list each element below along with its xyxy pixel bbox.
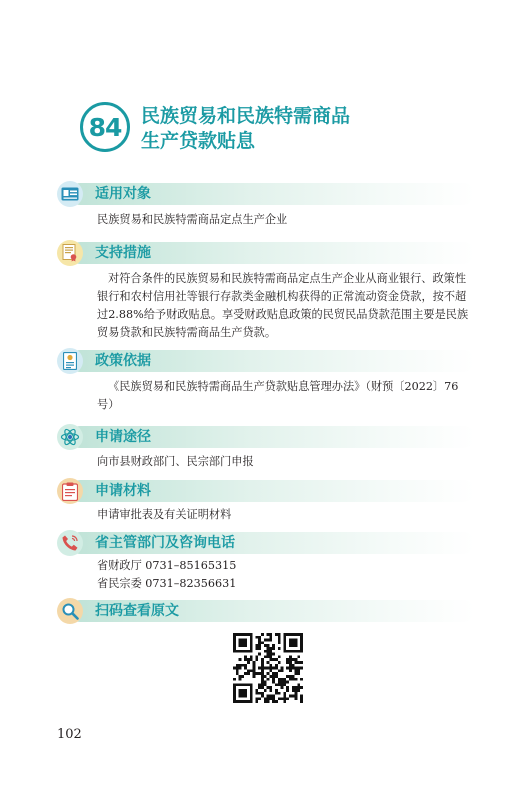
section-header-materials	[57, 478, 475, 504]
contact-ethnic-affairs: 省民宗委 0731–82356631	[97, 577, 237, 590]
section-text: 对符合条件的民族贸易和民族特需商品定点生产企业从商业银行、政策性银行和农村信用社等银行存款类金融机构获得的正常流动资金贷款，按不超过2.88%给予财政贴息。享受财政贴息政策的民贸民品贷款范围主要是民族贸易贷款和民族特需商品生产贷款。	[97, 272, 469, 339]
title-line-2: 生产贷款贴息	[141, 130, 256, 152]
section-title: 省主管部门及咨询电话	[95, 535, 235, 551]
qr-code[interactable]	[233, 633, 303, 703]
section-text: 民族贸易和民族特需商品定点生产企业	[97, 213, 288, 226]
chapter-number-badge: 84	[80, 102, 130, 152]
section-header-channel	[57, 424, 475, 450]
clipboard-icon	[57, 478, 83, 504]
page-title	[141, 104, 350, 154]
certificate-icon	[57, 240, 83, 266]
section-body-materials	[97, 506, 475, 524]
page-number: 102	[57, 727, 82, 742]
section-body-channel	[97, 453, 475, 471]
section-title: 申请材料	[95, 483, 151, 499]
section-header-scan	[57, 598, 475, 624]
section-text: 申请审批表及有关证明材料	[97, 508, 232, 521]
section-title: 适用对象	[95, 186, 151, 202]
section-body-measures	[97, 270, 475, 342]
section-title: 政策依据	[95, 353, 151, 369]
chapter-title-block	[80, 100, 480, 160]
section-header-measures	[57, 240, 475, 266]
section-text: 《民族贸易和民族特需商品生产贷款贴息管理办法》（财预〔2022〕76号）	[97, 380, 459, 411]
section-title: 支持措施	[95, 245, 151, 261]
phone-icon	[57, 530, 83, 556]
contact-finance-dept: 省财政厅 0731–85165315	[97, 559, 237, 572]
section-header-basis	[57, 348, 475, 374]
section-title: 扫码查看原文	[95, 603, 179, 619]
section-body-target	[97, 211, 475, 229]
magnifier-icon	[57, 598, 83, 624]
section-body-basis	[97, 378, 475, 414]
section-title: 申请途径	[95, 429, 151, 445]
atom-icon	[57, 424, 83, 450]
title-line-1: 民族贸易和民族特需商品	[141, 105, 351, 127]
id-card-icon	[57, 181, 83, 207]
document-icon	[57, 348, 83, 374]
section-body-contact	[97, 557, 475, 593]
section-header-target	[57, 181, 475, 207]
section-text: 向市县财政部门、民宗部门申报	[97, 455, 254, 468]
section-header-contact	[57, 530, 475, 556]
